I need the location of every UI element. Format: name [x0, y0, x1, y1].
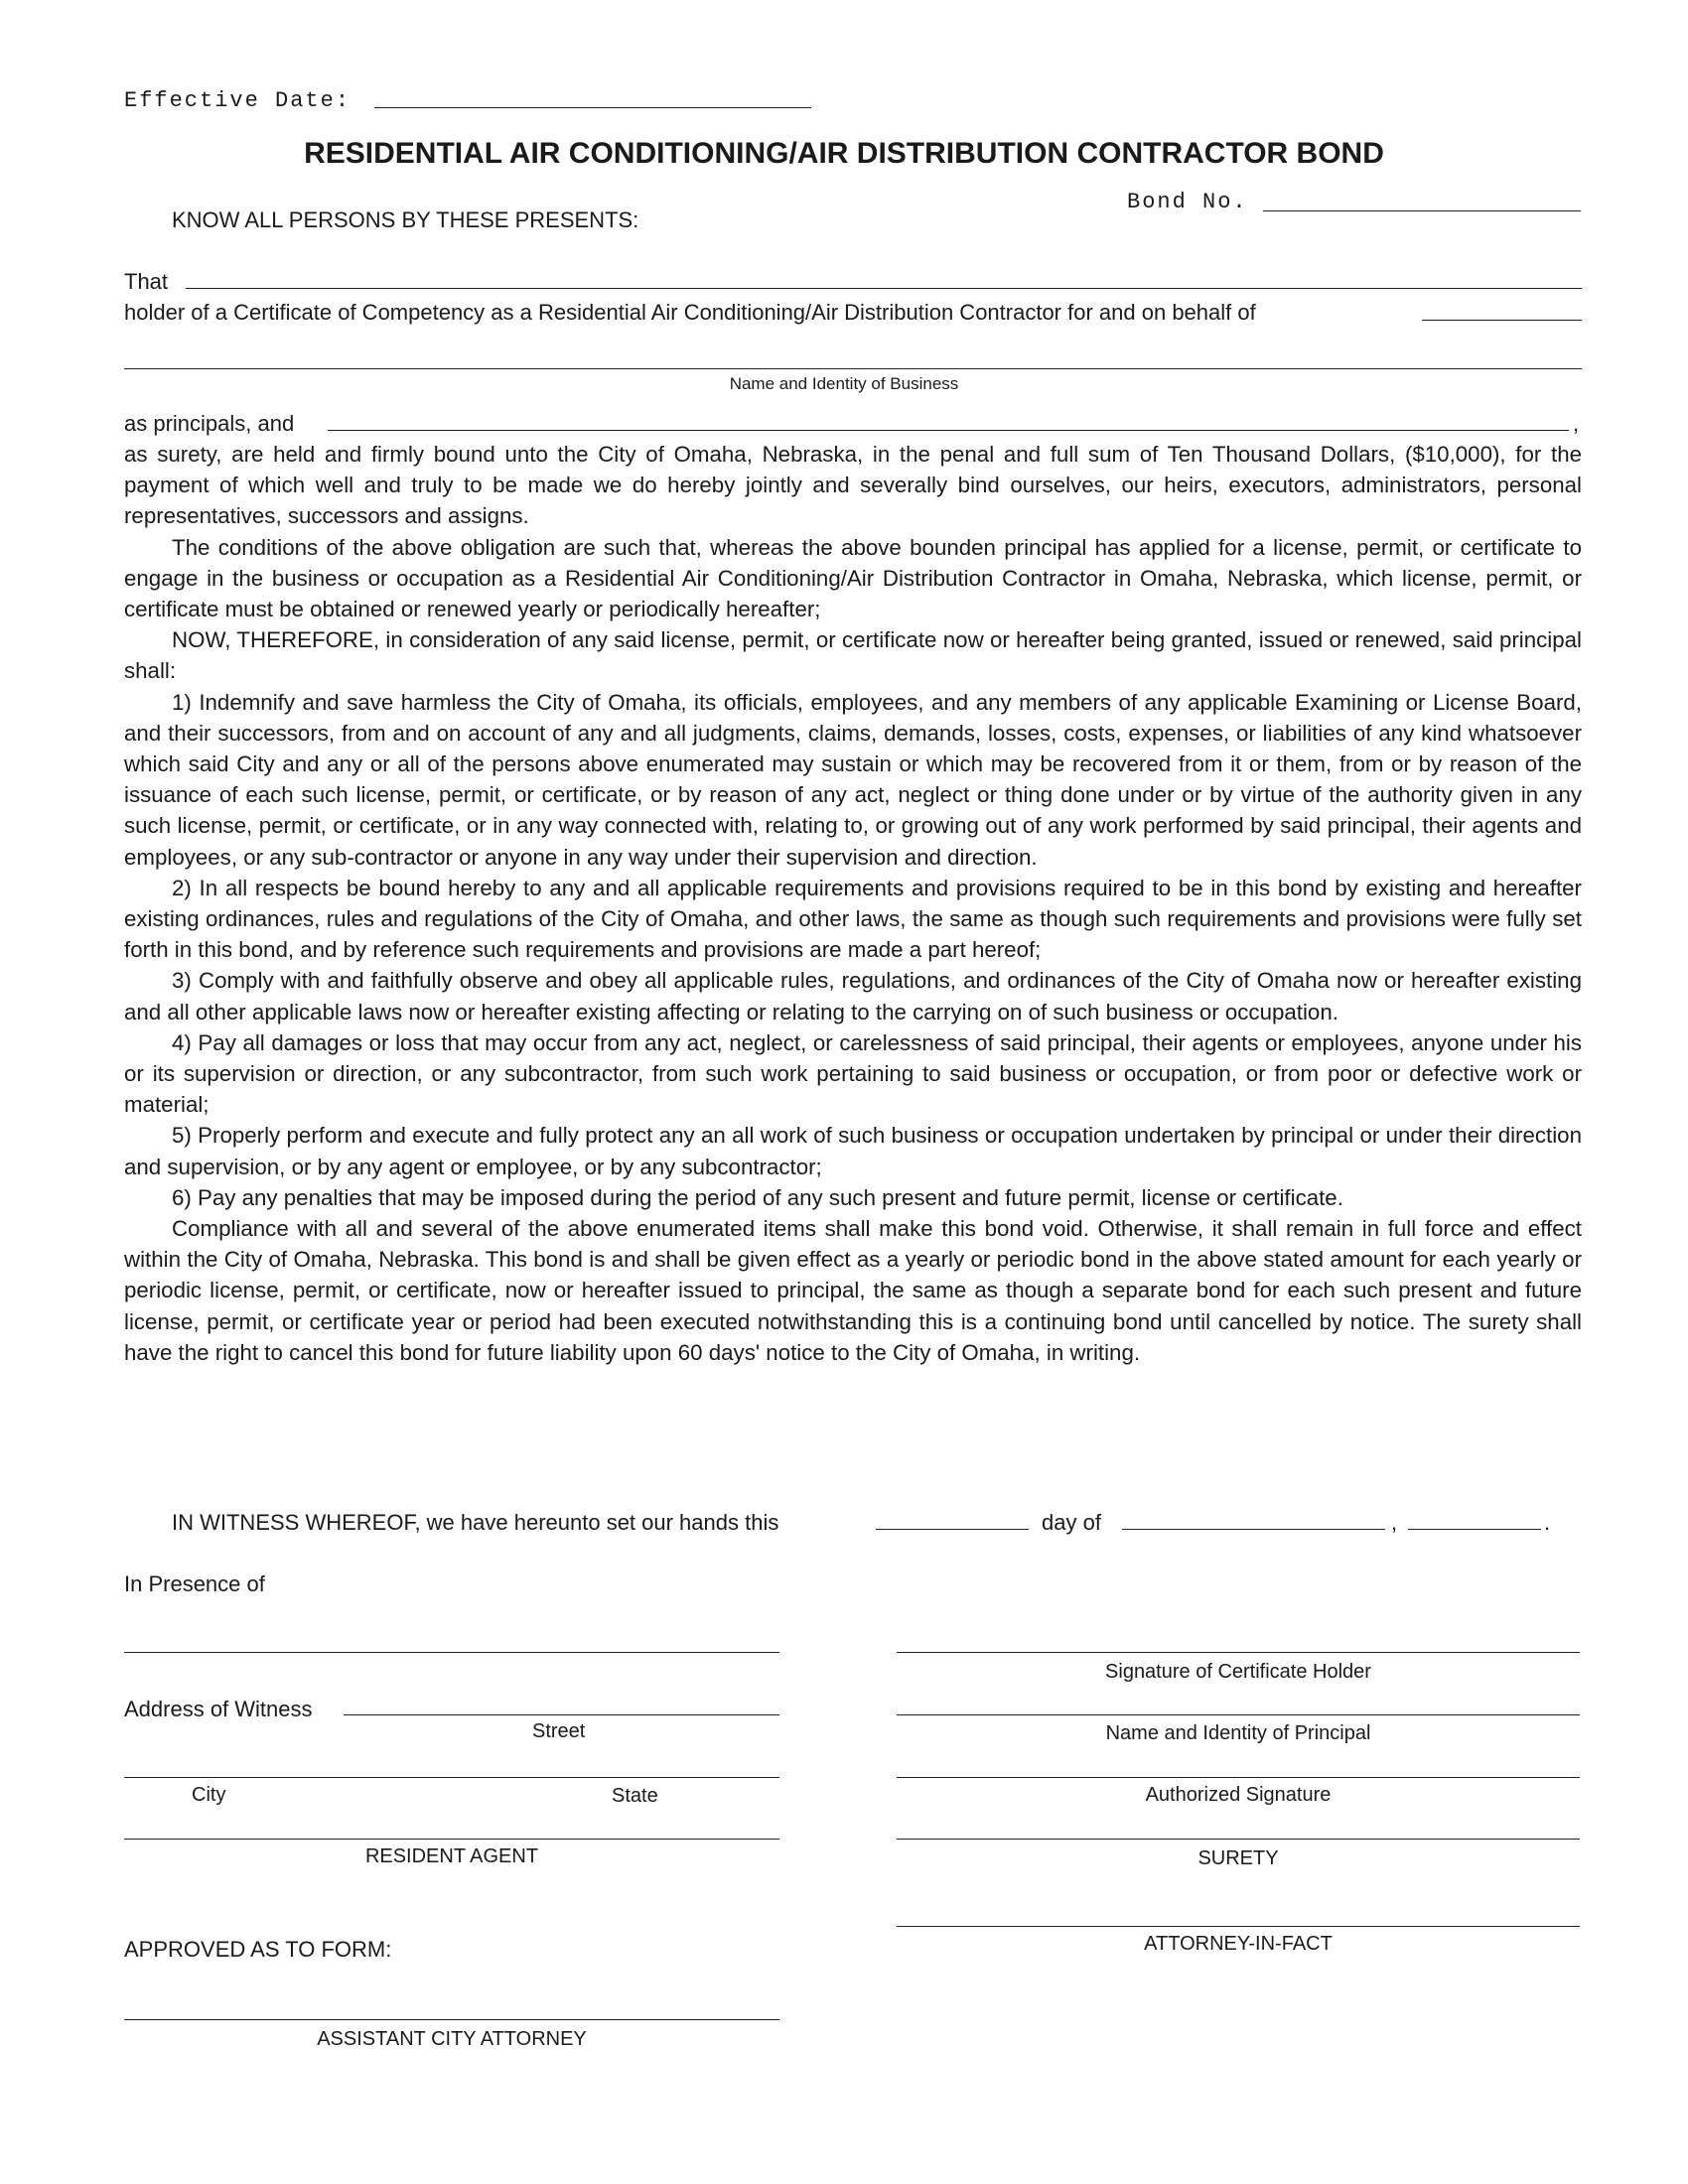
holder-text: holder of a Certificate of Competency as a Residential Air Conditioning/Air Distribution Contractor for and on behalf of	[124, 300, 1256, 325]
surety-name-field[interactable]	[328, 430, 1569, 431]
assistant-city-attorney-field[interactable]	[124, 2019, 779, 2020]
state-caption: State	[612, 1785, 658, 1807]
conditions-paragraph: The conditions of the above obligation are such that, whereas the above bounden principal has applied for a license, permit, or certificate to engage in the business or occupation as a Residential Air Conditioning/Air Distribution Contractor in Omaha, Nebraska, which license, permit, or certificate must be obtained or renewed yearly or periodically hereafter;	[124, 534, 1582, 622]
principals-comma: ,	[1573, 411, 1580, 436]
condition-4-paragraph: 4) Pay all damages or loss that may occur from any act, neglect, or carelessness of said principal, their agents or employees, anyone under his or its supervision or direction, or any subcontractor, from such work pertaining to said business or occupation, or from poor or defective work or material;	[124, 1029, 1582, 1118]
condition-1-paragraph: 1) Indemnify and save harmless the City of Omaha, its officials, employees, and any members of any applicable Examining or License Board, and their successors, from and on account of any and all judgments, claims, demands, losses, costs, expenses, or liabilities of any kind whatsoever which said City and any or all of the persons above enumerated may sustain or which may be recovered from it or them, from or by reason of the issuance of each such license, permit, or certificate, or by reason of any act, neglect or thing done under or by virtue of the authority given in any such license, permit, or certificate, or in any way connected with, relating to, or growing out of any work performed by said principal, their agents and employees, or any sub-contractor or anyone in any way under their supervision and direction.	[124, 689, 1582, 870]
authorized-signature-field[interactable]	[897, 1777, 1580, 1778]
compliance-paragraph: Compliance with all and several of the above enumerated items shall make this bond void. Otherwise, it shall remain in full force and effect within the City of Omaha, Nebraska. This bond is and shall be given effect as a yearly or periodic bond in the above stated amount for each yearly or periodic license, permit, or certificate, now or hereafter issued to principal, the same as though a separate bond for each such present and future license, permit, or certificate year or period had been executed notwithstanding this is a continuing bond until cancelled by notice. The surety shall have the right to cancel this bond for future liability upon 60 days' notice to the City of Omaha, in writing.	[124, 1216, 1582, 1365]
surety-caption: SURETY	[1197, 1847, 1279, 1869]
in-presence-of-label: In Presence of	[124, 1571, 265, 1596]
resident-agent-field[interactable]	[124, 1839, 779, 1840]
witness-year-field[interactable]	[1408, 1529, 1541, 1530]
witness-city-state-field[interactable]	[124, 1777, 779, 1778]
bond-no-field[interactable]	[1263, 210, 1581, 211]
bond-no-label: Bond No.	[1127, 190, 1248, 214]
witness-street-field[interactable]	[344, 1714, 779, 1715]
that-label: That	[124, 269, 169, 294]
witness-comma: ,	[1391, 1510, 1398, 1535]
certificate-holder-signature-field[interactable]	[897, 1652, 1580, 1653]
principal-name-field[interactable]	[897, 1714, 1580, 1715]
effective-date-label: Effective Date:	[124, 88, 352, 113]
attorney-in-fact-caption: ATTORNEY-IN-FACT	[1144, 1933, 1333, 1955]
document-title: RESIDENTIAL AIR CONDITIONING/AIR DISTRIBUTION CONTRACTOR BOND	[304, 137, 1384, 170]
effective-date-field[interactable]	[374, 107, 811, 108]
witness-signature-field[interactable]	[124, 1652, 779, 1653]
authorized-signature-caption: Authorized Signature	[1145, 1784, 1332, 1806]
day-of-label: day of	[1042, 1510, 1101, 1535]
principal-name-caption: Name and Identity of Principal	[1105, 1722, 1371, 1744]
bond-body	[124, 439, 1582, 1368]
assistant-city-attorney-caption: ASSISTANT CITY ATTORNEY	[317, 2028, 587, 2050]
street-caption: Street	[532, 1720, 586, 1742]
witness-month-field[interactable]	[1122, 1529, 1385, 1530]
business-name-caption: Name and Identity of Business	[729, 374, 959, 393]
condition-5-paragraph: 5) Properly perform and execute and fully protect any an all work of such business or occupation undertaken by principal or under their direction and supervision, or by any agent or employee, or by any subcontractor;	[124, 1123, 1582, 1179]
surety-field[interactable]	[897, 1839, 1580, 1840]
certificate-holder-name-field[interactable]	[186, 288, 1582, 289]
witness-day-field[interactable]	[876, 1529, 1029, 1530]
principals-label: as principals, and	[124, 411, 295, 436]
now-therefore-paragraph: NOW, THEREFORE, in consideration of any said license, permit, or certificate now or hereafter being granted, issued or renewed, said principal shall:	[124, 627, 1582, 684]
city-caption: City	[192, 1784, 226, 1806]
surety-paragraph: as surety, are held and firmly bound unto the City of Omaha, Nebraska, in the penal and full sum of Ten Thousand Dollars, ($10,000), for the payment of which well and truly to be made we do hereby jointly and severally bind ourselves, our heirs, executors, administrators, personal representatives, successors and assigns.	[124, 442, 1582, 529]
business-name-field[interactable]	[124, 368, 1582, 369]
condition-3-paragraph: 3) Comply with and faithfully observe and obey all applicable rules, regulations, and ordinances of the City of Omaha now or hereafter existing and all other applicable laws now or hereafter existing affecting or relating to the carrying on of such business or occupation.	[124, 968, 1582, 1024]
resident-agent-caption: RESIDENT AGENT	[364, 1845, 539, 1867]
witness-text: IN WITNESS WHEREOF, we have hereunto set our hands this	[172, 1510, 779, 1535]
certificate-holder-signature-caption: Signature of Certificate Holder	[1105, 1661, 1371, 1683]
attorney-in-fact-field[interactable]	[897, 1926, 1580, 1927]
address-of-witness-label: Address of Witness	[124, 1697, 313, 1721]
know-all-persons-heading: KNOW ALL PERSONS BY THESE PRESENTS:	[172, 207, 639, 232]
on-behalf-of-field[interactable]	[1422, 320, 1582, 321]
condition-6-paragraph: 6) Pay any penalties that may be imposed during the period of any such present and future permit, license or certificate.	[172, 1184, 1343, 1210]
witness-period: .	[1544, 1510, 1551, 1535]
condition-2-paragraph: 2) In all respects be bound hereby to any and all applicable requirements and provisions required to be in this bond by existing and hereafter existing ordinances, rules and regulations of the City of Omaha, and other laws, the same as though such requirements and provisions were fully set forth in this bond, and by reference such requirements and provisions are made a part hereof;	[124, 875, 1582, 963]
approved-as-to-form-label: APPROVED AS TO FORM:	[124, 1937, 392, 1962]
